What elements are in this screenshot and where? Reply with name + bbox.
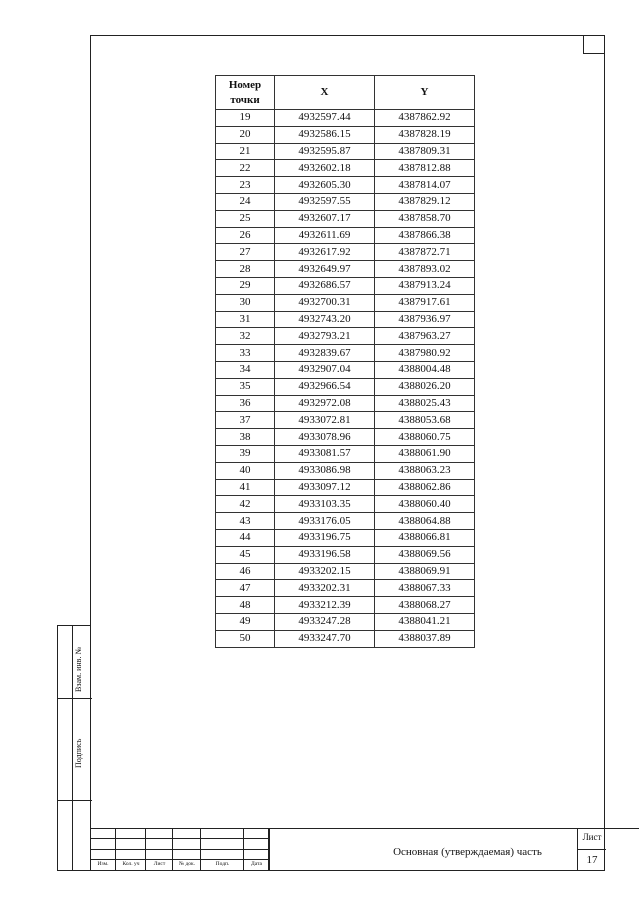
y-coordinate-cell: 4388026.20 [375, 378, 475, 395]
y-coordinate-cell: 4388037.89 [375, 630, 475, 647]
title-block [90, 828, 605, 871]
x-coordinate-cell: 4932686.57 [275, 277, 375, 294]
point-number-cell: 43 [216, 513, 275, 530]
table-row [216, 529, 475, 546]
table-row [216, 160, 475, 177]
y-coordinate-cell: 4388060.75 [375, 429, 475, 446]
point-number-cell: 25 [216, 210, 275, 227]
header-y: Y [375, 76, 475, 110]
y-coordinate-cell: 4388060.40 [375, 496, 475, 513]
y-coordinate-cell: 4388067.33 [375, 580, 475, 597]
y-coordinate-cell: 4387980.92 [375, 345, 475, 362]
point-number-cell: 26 [216, 227, 275, 244]
header-x: X [275, 76, 375, 110]
point-number-cell: 29 [216, 277, 275, 294]
table-row [216, 227, 475, 244]
y-coordinate-cell: 4388062.86 [375, 479, 475, 496]
point-number-cell: 34 [216, 361, 275, 378]
x-coordinate-cell: 4932605.30 [275, 177, 375, 194]
point-number-cell: 47 [216, 580, 275, 597]
y-coordinate-cell: 4387828.19 [375, 126, 475, 143]
point-number-cell: 49 [216, 613, 275, 630]
table-row [216, 580, 475, 597]
y-coordinate-cell: 4388004.48 [375, 361, 475, 378]
y-coordinate-cell: 4387812.88 [375, 160, 475, 177]
point-number-cell: 44 [216, 529, 275, 546]
y-coordinate-cell: 4388069.91 [375, 563, 475, 580]
point-number-cell: 33 [216, 345, 275, 362]
x-coordinate-cell: 4933196.75 [275, 529, 375, 546]
point-number-cell: 45 [216, 546, 275, 563]
y-coordinate-cell: 4387936.97 [375, 311, 475, 328]
x-coordinate-cell: 4932743.20 [275, 311, 375, 328]
x-coordinate-cell: 4932595.87 [275, 143, 375, 160]
table-header-row [216, 76, 475, 110]
y-coordinate-cell: 4388068.27 [375, 597, 475, 614]
table-row [216, 630, 475, 647]
col-label-signature: Подп. [215, 861, 230, 867]
y-coordinate-cell: 4387862.92 [375, 110, 475, 127]
x-coordinate-cell: 4933202.31 [275, 580, 375, 597]
table-row [216, 462, 475, 479]
table-row [216, 597, 475, 614]
y-coordinate-cell: 4387917.61 [375, 294, 475, 311]
table-row [216, 261, 475, 278]
x-coordinate-cell: 4932793.21 [275, 328, 375, 345]
x-coordinate-cell: 4933072.81 [275, 412, 375, 429]
x-coordinate-cell: 4932839.67 [275, 345, 375, 362]
table-row [216, 429, 475, 446]
y-coordinate-cell: 4387858.70 [375, 210, 475, 227]
y-coordinate-cell: 4388063.23 [375, 462, 475, 479]
point-number-cell: 38 [216, 429, 275, 446]
y-coordinate-cell: 4388025.43 [375, 395, 475, 412]
point-number-cell: 46 [216, 563, 275, 580]
point-number-cell: 22 [216, 160, 275, 177]
table-row [216, 445, 475, 462]
x-coordinate-cell: 4932597.44 [275, 110, 375, 127]
sidebar-row-divider [58, 698, 92, 699]
x-coordinate-cell: 4932602.18 [275, 160, 375, 177]
coordinates-table [215, 75, 475, 648]
table-row [216, 479, 475, 496]
x-coordinate-cell: 4933078.96 [275, 429, 375, 446]
y-coordinate-cell: 4387913.24 [375, 277, 475, 294]
table-row [216, 277, 475, 294]
point-number-cell: 50 [216, 630, 275, 647]
x-coordinate-cell: 4932907.04 [275, 361, 375, 378]
x-coordinate-cell: 4932597.55 [275, 193, 375, 210]
y-coordinate-cell: 4388064.88 [375, 513, 475, 530]
x-coordinate-cell: 4932617.92 [275, 244, 375, 261]
col-label-change: Изм. [97, 861, 109, 867]
table-row [216, 193, 475, 210]
table-row [216, 412, 475, 429]
x-coordinate-cell: 4933202.15 [275, 563, 375, 580]
x-coordinate-cell: 4933103.35 [275, 496, 375, 513]
revision-grid [90, 828, 269, 871]
x-coordinate-cell: 4933086.98 [275, 462, 375, 479]
y-coordinate-cell: 4387866.38 [375, 227, 475, 244]
point-number-cell: 48 [216, 597, 275, 614]
point-number-cell: 19 [216, 110, 275, 127]
sheet-box [577, 828, 605, 871]
table-row [216, 143, 475, 160]
point-number-cell: 20 [216, 126, 275, 143]
point-number-cell: 27 [216, 244, 275, 261]
table-row [216, 126, 475, 143]
y-coordinate-cell: 4387809.31 [375, 143, 475, 160]
table-row [216, 613, 475, 630]
table-row [216, 311, 475, 328]
table-row [216, 110, 475, 127]
point-number-cell: 23 [216, 177, 275, 194]
col-label-sheet: Лист [153, 861, 166, 867]
y-coordinate-cell: 4387963.27 [375, 328, 475, 345]
replacement-inventory-label: Взам. инв. № [74, 646, 83, 692]
x-coordinate-cell: 4933097.12 [275, 479, 375, 496]
point-number-cell: 24 [216, 193, 275, 210]
x-coordinate-cell: 4932649.97 [275, 261, 375, 278]
col-label-count: Кол. уч [122, 861, 140, 867]
table-row [216, 361, 475, 378]
y-coordinate-cell: 4388069.56 [375, 546, 475, 563]
y-coordinate-cell: 4387814.07 [375, 177, 475, 194]
left-margin-stamp [57, 625, 91, 871]
table-row [216, 496, 475, 513]
point-number-cell: 32 [216, 328, 275, 345]
y-coordinate-cell: 4387872.71 [375, 244, 475, 261]
x-coordinate-cell: 4932586.15 [275, 126, 375, 143]
y-coordinate-cell: 4387893.02 [375, 261, 475, 278]
table-row [216, 294, 475, 311]
table-row [216, 345, 475, 362]
point-number-cell: 31 [216, 311, 275, 328]
point-number-cell: 35 [216, 378, 275, 395]
y-coordinate-cell: 4387829.12 [375, 193, 475, 210]
sidebar-divider [72, 626, 73, 870]
y-coordinate-cell: 4388066.81 [375, 529, 475, 546]
x-coordinate-cell: 4932611.69 [275, 227, 375, 244]
point-number-cell: 41 [216, 479, 275, 496]
corner-box [583, 36, 605, 54]
point-number-cell: 39 [216, 445, 275, 462]
table-row [216, 513, 475, 530]
sheet-number: 17 [586, 854, 598, 866]
x-coordinate-cell: 4932972.08 [275, 395, 375, 412]
table-row [216, 328, 475, 345]
table-row [216, 210, 475, 227]
point-number-cell: 21 [216, 143, 275, 160]
point-number-cell: 30 [216, 294, 275, 311]
x-coordinate-cell: 4932700.31 [275, 294, 375, 311]
col-label-doc-number: № док. [178, 861, 196, 867]
x-coordinate-cell: 4933176.05 [275, 513, 375, 530]
point-number-cell: 36 [216, 395, 275, 412]
document-title: Основная (утверждаемая) часть [269, 828, 639, 871]
x-coordinate-cell: 4933081.57 [275, 445, 375, 462]
header-point-number: Номер точки [216, 76, 275, 110]
table-row [216, 177, 475, 194]
x-coordinate-cell: 4932607.17 [275, 210, 375, 227]
table-row [216, 378, 475, 395]
x-coordinate-cell: 4933196.58 [275, 546, 375, 563]
col-label-date: Дата [251, 861, 262, 867]
point-number-cell: 28 [216, 261, 275, 278]
signature-label: Подпись [74, 738, 83, 768]
x-coordinate-cell: 4933247.70 [275, 630, 375, 647]
x-coordinate-cell: 4933212.39 [275, 597, 375, 614]
y-coordinate-cell: 4388041.21 [375, 613, 475, 630]
table-row [216, 244, 475, 261]
point-number-cell: 42 [216, 496, 275, 513]
table-row [216, 395, 475, 412]
sidebar-row-divider [58, 800, 92, 801]
y-coordinate-cell: 4388061.90 [375, 445, 475, 462]
x-coordinate-cell: 4933247.28 [275, 613, 375, 630]
y-coordinate-cell: 4388053.68 [375, 412, 475, 429]
point-number-cell: 37 [216, 412, 275, 429]
point-number-cell: 40 [216, 462, 275, 479]
sheet-divider [578, 849, 606, 850]
x-coordinate-cell: 4932966.54 [275, 378, 375, 395]
table-row [216, 563, 475, 580]
table-row [216, 546, 475, 563]
sheet-label: Лист [582, 832, 602, 842]
